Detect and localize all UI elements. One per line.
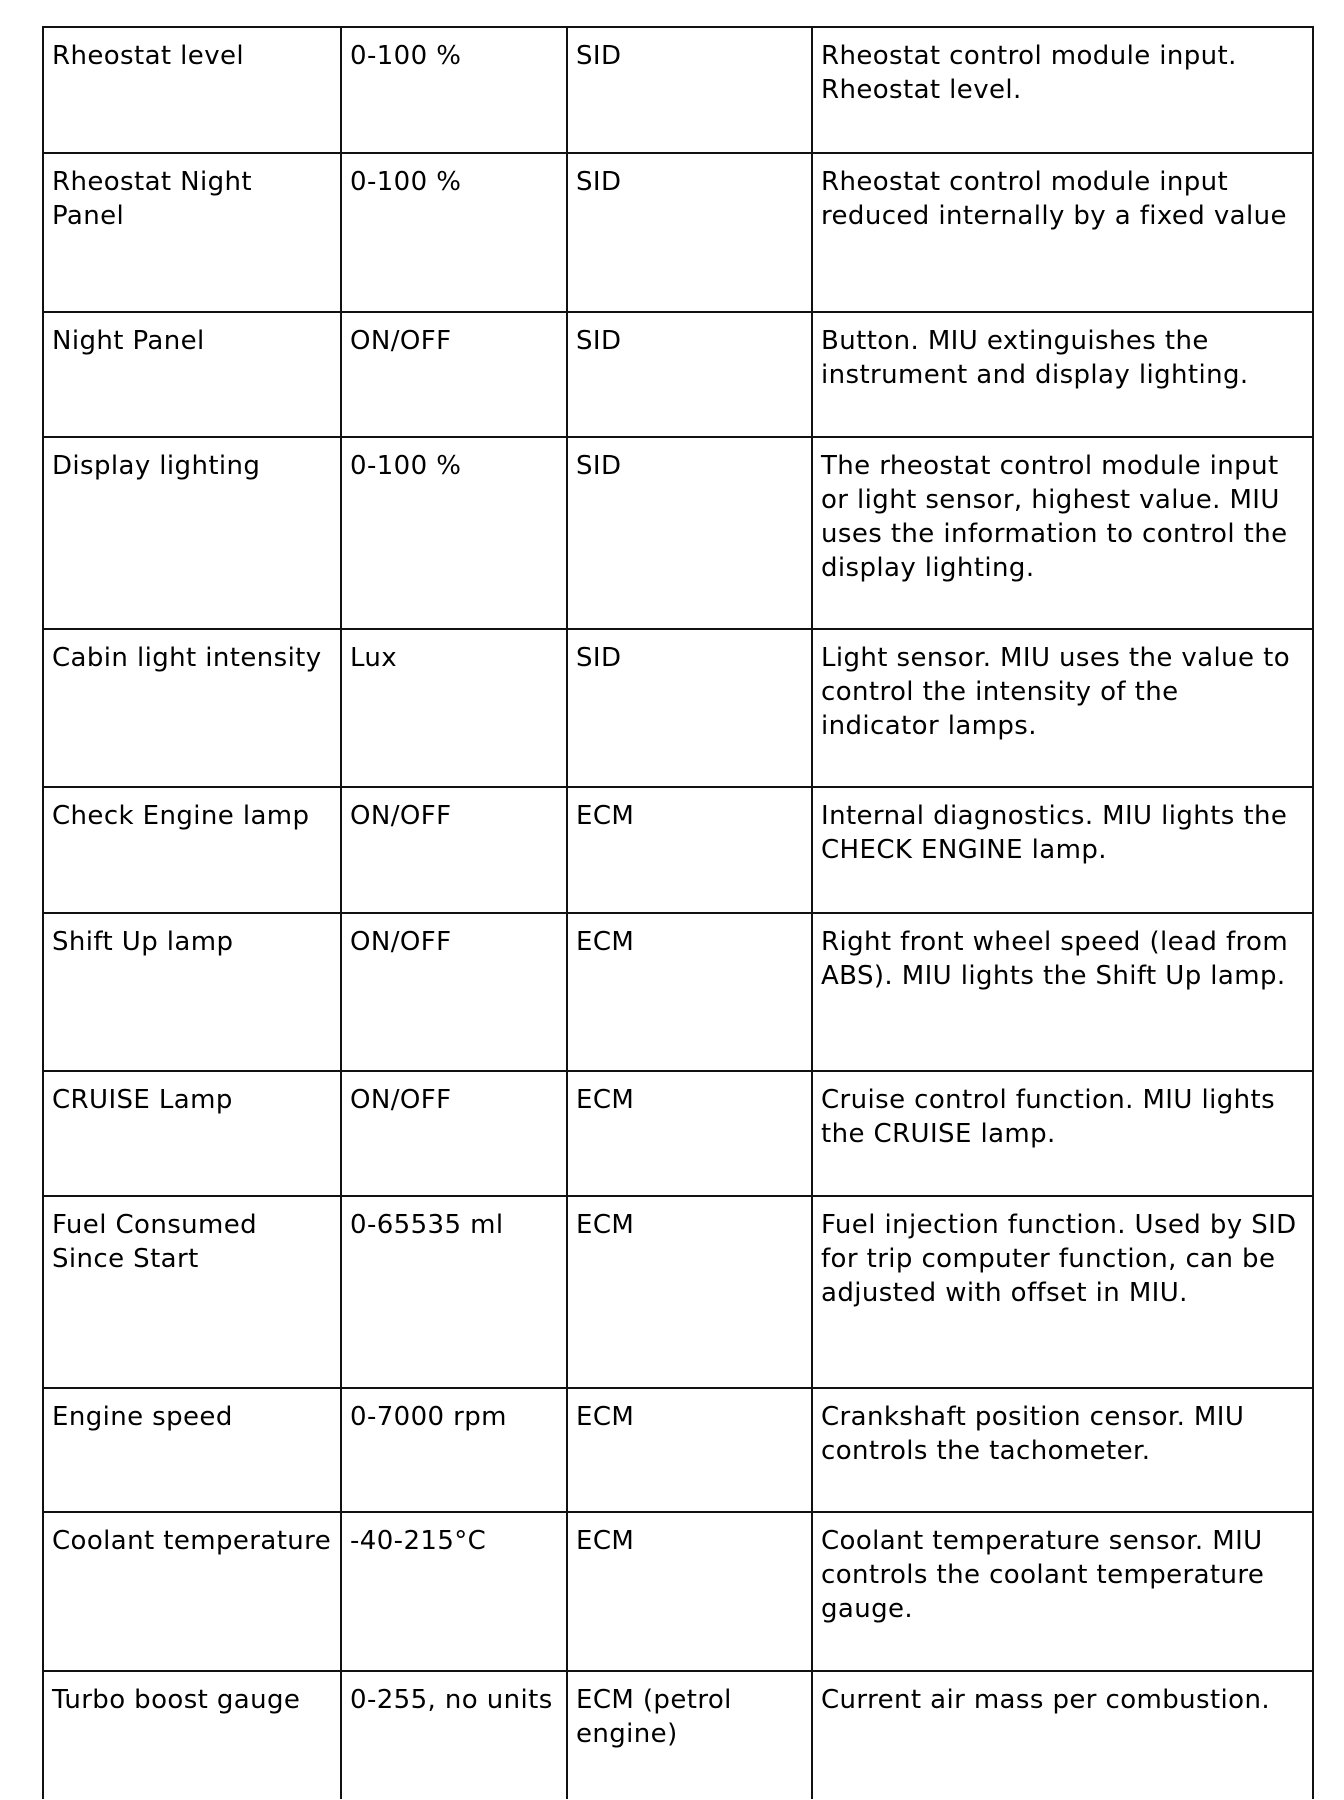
source-cell: SID [567,629,812,787]
source-cell: ECM [567,787,812,913]
table-row [43,1071,1313,1196]
description-cell: The rheostat control module input or light sensor, highest value. MIU uses the information to control the display lighting. [812,437,1313,629]
parameter-cell: Turbo boost gauge [43,1671,341,1799]
range-cell: 0-255, no units [341,1671,567,1799]
parameter-cell: Fuel Consumed Since Start [43,1196,341,1388]
table-row [43,1671,1313,1799]
source-cell: SID [567,153,812,312]
parameter-cell: Check Engine lamp [43,787,341,913]
range-cell: 0-65535 ml [341,1196,567,1388]
description-cell: Light sensor. MIU uses the value to control the intensity of the indicator lamps. [812,629,1313,787]
description-cell: Cruise control function. MIU lights the CRUISE lamp. [812,1071,1313,1196]
description-cell: Rheostat control module input reduced internally by a fixed value [812,153,1313,312]
parameter-cell: CRUISE Lamp [43,1071,341,1196]
description-cell: Button. MIU extinguishes the instrument and display lighting. [812,312,1313,437]
description-cell: Current air mass per combustion. [812,1671,1313,1799]
parameter-cell: Engine speed [43,1388,341,1512]
range-cell: 0-100 % [341,153,567,312]
description-cell: Rheostat control module input. Rheostat level. [812,27,1313,153]
source-cell: ECM [567,1512,812,1671]
table-row [43,312,1313,437]
table-row [43,437,1313,629]
range-cell: ON/OFF [341,787,567,913]
parameter-cell: Rheostat level [43,27,341,153]
range-cell: ON/OFF [341,913,567,1071]
parameter-cell: Cabin light intensity [43,629,341,787]
source-cell: SID [567,27,812,153]
source-cell: SID [567,312,812,437]
signal-table-container [42,26,1312,1799]
description-cell: Coolant temperature sensor. MIU controls the coolant temperature gauge. [812,1512,1313,1671]
table-row [43,1512,1313,1671]
range-cell: 0-7000 rpm [341,1388,567,1512]
parameter-cell: Display lighting [43,437,341,629]
description-cell: Fuel injection function. Used by SID for trip computer function, can be adjusted with offset in MIU. [812,1196,1313,1388]
parameter-cell: Rheostat Night Panel [43,153,341,312]
range-cell: ON/OFF [341,1071,567,1196]
source-cell: SID [567,437,812,629]
parameter-cell: Shift Up lamp [43,913,341,1071]
description-cell: Internal diagnostics. MIU lights the CHECK ENGINE lamp. [812,787,1313,913]
table-row [43,1388,1313,1512]
table-row [43,787,1313,913]
range-cell: 0-100 % [341,27,567,153]
source-cell: ECM [567,1196,812,1388]
source-cell: ECM [567,1388,812,1512]
parameter-cell: Coolant temperature [43,1512,341,1671]
range-cell: 0-100 % [341,437,567,629]
table-row [43,27,1313,153]
range-cell: -40-215°C [341,1512,567,1671]
source-cell: ECM [567,913,812,1071]
parameter-cell: Night Panel [43,312,341,437]
range-cell: ON/OFF [341,312,567,437]
description-cell: Right front wheel speed (lead from ABS). MIU lights the Shift Up lamp. [812,913,1313,1071]
table-row [43,153,1313,312]
table-row [43,913,1313,1071]
table-row [43,1196,1313,1388]
source-cell: ECM (petrol engine) [567,1671,812,1799]
signal-table [42,26,1314,1799]
range-cell: Lux [341,629,567,787]
source-cell: ECM [567,1071,812,1196]
description-cell: Crankshaft position censor. MIU controls the tachometer. [812,1388,1313,1512]
table-row [43,629,1313,787]
